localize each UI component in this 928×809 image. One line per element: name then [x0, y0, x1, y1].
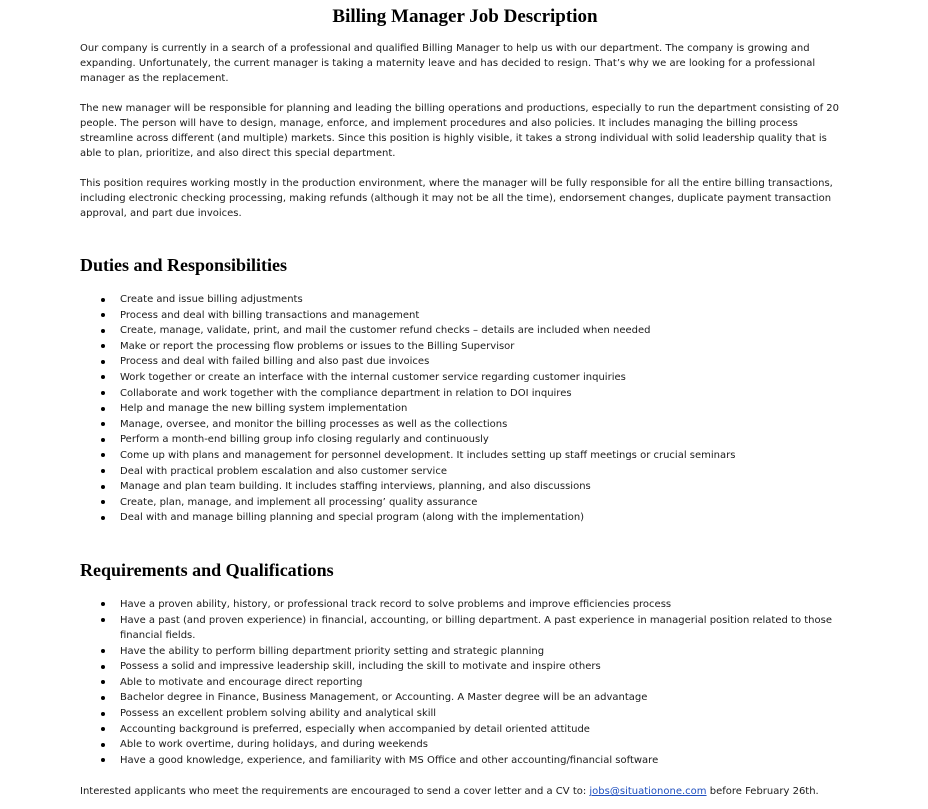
duties-heading: Duties and Responsibilities: [80, 255, 288, 275]
list-item-text: Process and deal with billing transactions and management: [120, 309, 420, 321]
list-item: [80, 613, 850, 644]
list-item-text: Bachelor degree in Finance, Business Management, or Accounting. A Master degree will be an advantage: [120, 692, 648, 704]
list-item-text: Work together or create an interface with the internal customer service regarding customer inquiries: [120, 371, 626, 383]
list-item: [80, 659, 850, 675]
list-item-text: Manage and plan team building. It includes staffing interviews, planning, and also discussions: [120, 481, 591, 493]
bullet-icon: [101, 500, 105, 504]
responsibility-paragraph: The new manager will be responsible for planning and leading the billing operations and productions, especially to run the department consisting of 20 people. The person will have to design, manage, enforce, and implement procedures and also policies. It includes managing the billing process streamline across different (and multiple) markets. Since this position is highly visible, it takes a strong individual with solid leadership quality that is able to plan, prioritize, and also direct this special department.: [80, 103, 840, 159]
list-item-text: Possess a solid and impressive leadership skill, including the skill to motivate and inspire others: [120, 661, 601, 673]
closing-deadline: before February 26th.: [706, 786, 819, 798]
list-item: [80, 644, 850, 660]
closing-text: Interested applicants who meet the requirements are encouraged to send a cover letter and a CV to:: [80, 786, 590, 798]
list-item-text: Deal with and manage billing planning and special program (along with the implementation): [120, 512, 585, 524]
list-item: [80, 323, 850, 339]
list-item-text: Have the ability to perform billing department priority setting and strategic planning: [120, 645, 545, 657]
list-item-text: Manage, oversee, and monitor the billing processes as well as the collections: [120, 418, 508, 430]
list-item: [80, 448, 850, 464]
list-item: [80, 308, 850, 324]
bullet-icon: [101, 298, 105, 302]
list-item: [80, 706, 850, 722]
list-item-text: Create, manage, validate, print, and mail the customer refund checks – details are included when needed: [120, 325, 651, 337]
bullet-icon: [101, 665, 105, 669]
list-item: [80, 370, 850, 386]
list-item-text: Make or report the processing flow problems or issues to the Billing Supervisor: [120, 340, 515, 352]
document-page: [80, 0, 850, 809]
list-item: [80, 510, 850, 526]
bullet-icon: [101, 453, 105, 457]
list-item-text: Deal with practical problem escalation and also customer service: [120, 465, 447, 477]
bullet-icon: [101, 727, 105, 731]
bullet-icon: [101, 516, 105, 520]
bullet-icon: [101, 680, 105, 684]
list-item-text: Able to motivate and encourage direct reporting: [120, 676, 363, 688]
bullet-icon: [101, 649, 105, 653]
requirements-heading: Requirements and Qualifications: [80, 559, 334, 580]
list-item: [80, 737, 850, 753]
bullet-icon: [101, 602, 105, 606]
list-item: [80, 339, 850, 355]
list-item: [80, 432, 850, 448]
list-item: [80, 401, 850, 417]
bullet-icon: [101, 375, 105, 379]
list-item-text: Create, plan, manage, and implement all processing’ quality assurance: [120, 496, 478, 508]
list-item: [80, 292, 850, 308]
list-item: [80, 417, 850, 433]
list-item-text: Perform a month-end billing group info closing regularly and continuously: [120, 434, 489, 446]
list-item-text: Process and deal with failed billing and also past due invoices: [120, 356, 430, 368]
closing-paragraph: [80, 784, 850, 799]
list-item: [80, 354, 850, 370]
email-link[interactable]: jobs@situationone.com: [589, 786, 707, 798]
bullet-icon: [101, 743, 105, 747]
bullet-icon: [101, 391, 105, 395]
list-item-text: Have a past (and proven experience) in financial, accounting, or billing department. A past experience in managerial position related to those financial fields.: [120, 614, 832, 642]
bullet-icon: [101, 422, 105, 426]
list-item-text: Have a good knowledge, experience, and familiarity with MS Office and other accounting/financial software: [120, 754, 659, 766]
list-item: [80, 722, 850, 738]
bullet-icon: [101, 329, 105, 333]
list-item: [80, 675, 850, 691]
list-item: [80, 690, 850, 706]
list-item-text: Collaborate and work together with the compliance department in relation to DOI inquires: [120, 387, 572, 399]
bullet-icon: [101, 438, 105, 442]
bullet-icon: [101, 485, 105, 489]
page-title: Billing Manager Job Description: [332, 6, 598, 27]
bullet-icon: [101, 360, 105, 364]
bullet-icon: [101, 618, 105, 622]
list-item-text: Accounting background is preferred, especially when accompanied by detail oriented attitude: [120, 723, 590, 735]
list-item: [80, 597, 850, 613]
bullet-icon: [101, 469, 105, 473]
bullet-icon: [101, 696, 105, 700]
duties-list: [80, 292, 850, 526]
bullet-icon: [101, 313, 105, 317]
list-item-text: Able to work overtime, during holidays, and during weekends: [120, 739, 428, 751]
bullet-icon: [101, 758, 105, 762]
environment-paragraph: This position requires working mostly in the production environment, where the manager will be fully responsible for all the entire billing transactions, including electronic checking processing, making refunds (although it may not be all the time), endorsement changes, duplicate payment transaction approval, and part due invoices.: [80, 178, 833, 219]
bullet-icon: [101, 407, 105, 411]
list-item-text: Help and manage the new billing system implementation: [120, 403, 408, 415]
list-item: [80, 753, 850, 769]
intro-paragraph: Our company is currently in a search of a professional and qualified Billing Manager to help us with our department. The company is growing and expanding. Unfortunately, the current manager is taking a maternity leave and has decided to resign. That’s why we are looking for a professional manager as the replacement.: [80, 43, 816, 84]
list-item: [80, 386, 850, 402]
bullet-icon: [101, 344, 105, 348]
list-item-text: Come up with plans and management for personnel development. It includes setting up staff meetings or crucial seminars: [120, 449, 736, 461]
list-item-text: Have a proven ability, history, or professional track record to solve problems and improve efficiencies process: [120, 598, 672, 610]
list-item-text: Create and issue billing adjustments: [120, 294, 303, 305]
list-item-text: Possess an excellent problem solving ability and analytical skill: [120, 708, 437, 720]
list-item: [80, 495, 850, 511]
list-item: [80, 479, 850, 495]
bullet-icon: [101, 712, 105, 716]
requirements-list: [80, 597, 850, 769]
list-item: [80, 464, 850, 480]
